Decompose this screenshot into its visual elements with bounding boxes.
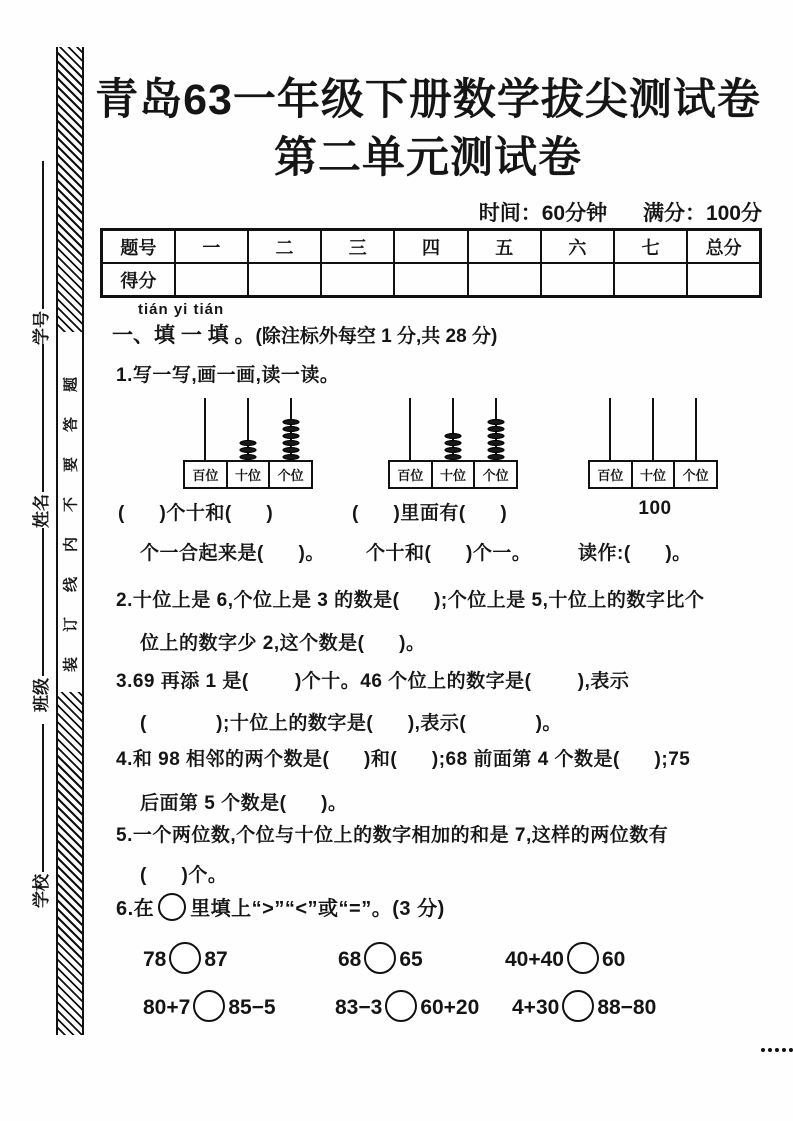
hundreds-rod — [588, 398, 631, 460]
tens-rod — [631, 398, 674, 460]
question-6-suffix: 里填上“>”“<”或“=”。(3 分) — [190, 898, 445, 920]
comparison-item — [335, 990, 479, 1022]
exam-full-score: 满分：100分 — [642, 202, 762, 225]
comparison-left: 83−3 — [335, 996, 383, 1019]
question-6-prefix: 6.在 — [116, 898, 155, 920]
comparison-left: 80+7 — [143, 996, 191, 1019]
score-table-corner: 题号 — [102, 230, 175, 264]
comparison-right: 85−5 — [228, 996, 276, 1019]
score-row-label: 得分 — [102, 263, 175, 297]
school-label: 学校 — [32, 874, 51, 908]
hundreds-rod — [183, 398, 226, 460]
question-3-line-2: ( );十位上的数字是( ),表示( )。 — [140, 713, 562, 734]
question-2-line-1: 2.十位上是 6,个位上是 3 的数是( );个位上是 5,十位上的数字比个 — [116, 590, 705, 611]
abacus-1 — [183, 398, 313, 489]
answer-circle-icon — [385, 990, 417, 1022]
exam-meta — [92, 197, 762, 227]
score-cell — [687, 263, 760, 297]
abacus-1-rods — [183, 398, 313, 460]
class-field — [27, 528, 52, 712]
comparison-left: 78 — [143, 948, 167, 971]
score-col-2: 二 — [248, 230, 321, 264]
student-id-label: 学号 — [32, 311, 51, 345]
school-blank-line — [42, 724, 44, 872]
comparison-item — [505, 942, 625, 974]
question-5-line-2: ( )个。 — [140, 865, 228, 886]
abacus-3 — [588, 398, 718, 489]
answer-circle-icon — [567, 942, 599, 974]
comparison-left: 4+30 — [512, 996, 560, 1019]
score-cell — [175, 263, 248, 297]
student-name-label: 姓名 — [32, 494, 51, 528]
hundreds-place-label: 百位 — [597, 468, 624, 483]
score-col-7: 七 — [614, 230, 687, 264]
section-1-pinyin: tián yi tián — [138, 301, 225, 318]
section-1-title: 一、填 一 填 。 — [112, 324, 256, 347]
ones-place-label: 个位 — [473, 462, 516, 487]
abacus-3-base — [588, 460, 718, 489]
score-cell — [394, 263, 467, 297]
answer-circle-icon — [158, 893, 186, 921]
answer-circle-icon — [169, 942, 201, 974]
comparison-right: 65 — [399, 948, 423, 971]
abacus-1-caption-line-2: 个一合起来是( )。 — [140, 543, 325, 564]
question-2-line-2: 位上的数字少 2,这个数是( )。 — [140, 633, 426, 654]
section-1-heading — [112, 319, 497, 349]
tens-place-label: 十位 — [431, 462, 474, 487]
tens-rod — [431, 398, 474, 460]
abacus-2-caption-line-2: 个十和( )个一。 — [366, 543, 532, 564]
class-blank-line — [42, 528, 44, 676]
question-6-heading — [116, 892, 445, 921]
tens-place-label: 十位 — [631, 462, 674, 487]
comparison-item — [143, 942, 228, 974]
comparison-right: 60 — [601, 948, 626, 971]
score-cell — [614, 263, 687, 297]
score-table — [100, 228, 762, 298]
page-corner-dots — [761, 1048, 793, 1052]
student-id-field — [27, 161, 52, 345]
abacus-2-rods — [388, 398, 518, 460]
paper-subtitle: 第二单元测试卷 — [274, 134, 582, 182]
score-table-header-row — [102, 230, 761, 264]
ones-place-label: 个位 — [268, 462, 311, 487]
comparison-right: 88−80 — [597, 996, 657, 1019]
score-col-6: 六 — [541, 230, 614, 264]
student-id-blank-line — [42, 161, 44, 309]
abacus-2-base — [388, 460, 518, 489]
abacus-3-number: 100 — [638, 498, 672, 519]
abacus-2-caption-line-1: ( )里面有( ) — [352, 503, 508, 524]
binding-notice-text: 装订线内不要答题 — [62, 351, 80, 673]
answer-circle-icon — [193, 990, 225, 1022]
score-cell — [321, 263, 394, 297]
comparison-item — [338, 942, 423, 974]
section-1-note: (除注标外每空 1 分,共 28 分) — [255, 326, 498, 347]
comparison-right: 60+20 — [420, 996, 480, 1019]
school-field — [27, 724, 52, 908]
abacus-3-caption-line-2: 读作:( )。 — [578, 543, 692, 564]
answer-circle-icon — [562, 990, 594, 1022]
binding-strip — [56, 47, 84, 1035]
score-cell — [468, 263, 541, 297]
score-col-total: 总分 — [687, 230, 760, 264]
class-label: 班级 — [32, 678, 51, 712]
question-4-line-2: 后面第 5 个数是( )。 — [140, 793, 348, 814]
ones-rod — [270, 398, 313, 460]
abacus-1-base — [183, 460, 313, 489]
hundreds-place-label: 百位 — [397, 468, 424, 483]
tens-place-label: 十位 — [226, 462, 269, 487]
comparison-left: 68 — [338, 948, 362, 971]
comparison-item — [512, 990, 656, 1022]
tens-rod — [226, 398, 269, 460]
ones-rod — [675, 398, 718, 460]
paper-title: 青岛63一年级下册数学拔尖测试卷 — [95, 76, 761, 124]
comparison-left: 40+40 — [505, 948, 564, 971]
question-3-line-1: 3.69 再添 1 是( )个十。46 个位上的数字是( ),表示 — [116, 671, 630, 692]
exam-time: 时间：60分钟 — [478, 202, 608, 225]
abacus-2 — [388, 398, 518, 489]
binding-hatch-bottom — [58, 692, 82, 1035]
question-4-line-1: 4.和 98 相邻的两个数是( )和( );68 前面第 4 个数是( );75 — [116, 749, 691, 770]
score-cell — [541, 263, 614, 297]
binding-notice-zone — [58, 332, 82, 692]
hundreds-rod — [388, 398, 431, 460]
score-col-5: 五 — [468, 230, 541, 264]
score-col-1: 一 — [175, 230, 248, 264]
abacus-1-caption-line-1: ( )个十和( ) — [118, 503, 274, 524]
student-name-field — [27, 344, 52, 528]
ones-rod — [475, 398, 518, 460]
answer-circle-icon — [364, 942, 396, 974]
abacus-3-rods — [588, 398, 718, 460]
ones-place-label: 个位 — [673, 462, 716, 487]
student-name-blank-line — [42, 344, 44, 492]
question-5-line-1: 5.一个两位数,个位与十位上的数字相加的和是 7,这样的两位数有 — [116, 825, 669, 846]
comparison-right: 87 — [204, 948, 228, 971]
score-col-3: 三 — [321, 230, 394, 264]
binding-hatch-top — [58, 47, 82, 332]
comparison-item — [143, 990, 276, 1022]
hundreds-place-label: 百位 — [192, 468, 219, 483]
score-cell — [248, 263, 321, 297]
score-table-score-row — [102, 263, 761, 297]
question-1-text: 1.写一写,画一画,读一读。 — [116, 365, 340, 386]
score-col-4: 四 — [394, 230, 467, 264]
